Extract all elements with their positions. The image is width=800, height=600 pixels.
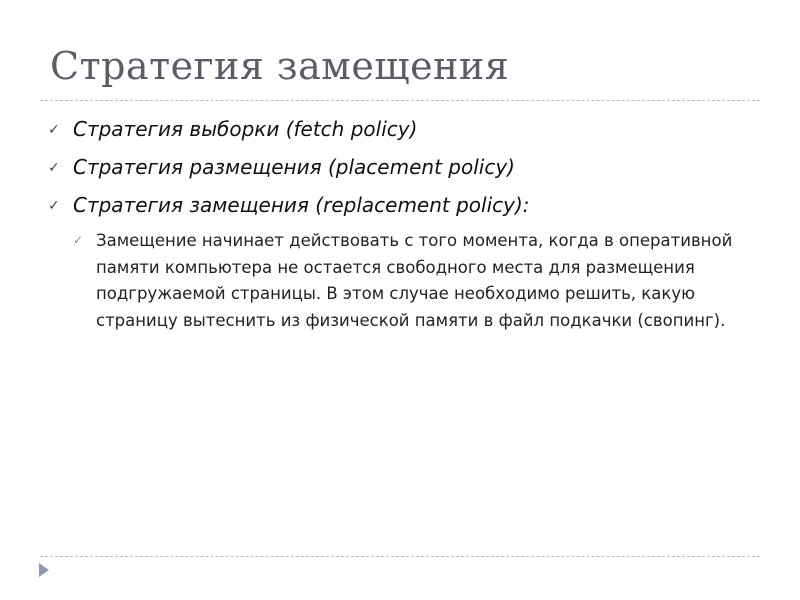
check-icon: ✓	[48, 160, 60, 176]
check-icon: ✓	[73, 233, 84, 247]
title-divider	[40, 100, 760, 101]
play-arrow-icon	[39, 563, 49, 577]
subbullet-text: Замещение начинает действовать с того момента, когда в оперативной памяти компьютера не остается свободного места для размещения подгружаемой страницы. В этом случае необходимо решить, какую страницу вытеснить из физической памяти в файл подкачки (свопинг).	[96, 231, 733, 330]
bullet-item-fetch-policy	[48, 114, 758, 152]
bullet-item-placement-policy	[48, 152, 758, 190]
bullet-text: Стратегия размещения (placement policy)	[73, 155, 515, 179]
subbullet-item-replacement-description	[73, 228, 736, 334]
check-icon: ✓	[48, 198, 60, 214]
bullet-item-replacement-policy	[48, 190, 758, 228]
bullet-text: Стратегия выборки (fetch policy)	[73, 117, 418, 141]
bullet-text: Стратегия замещения (replacement policy):	[73, 193, 530, 217]
check-icon: ✓	[48, 122, 60, 138]
slide-title: Стратегия замещения	[50, 44, 510, 88]
slide-content	[48, 114, 758, 334]
footer-divider	[40, 556, 760, 557]
